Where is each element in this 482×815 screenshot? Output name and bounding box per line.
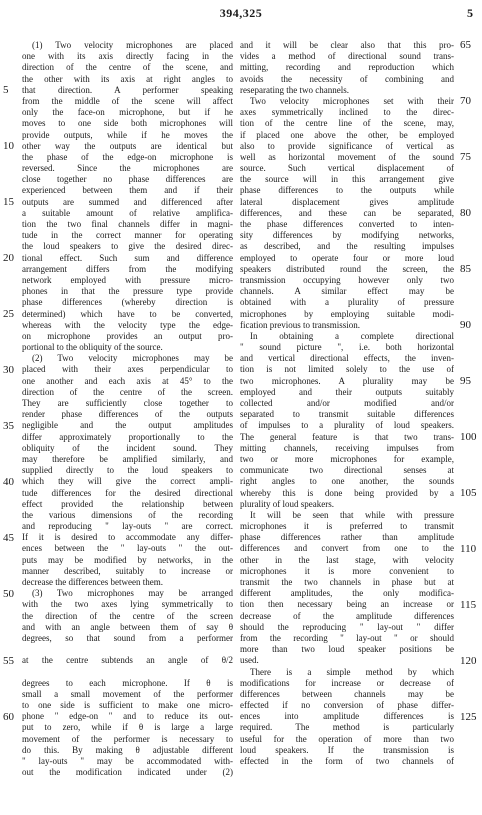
- text-line: reversed. Since the microphones are: [22, 163, 233, 174]
- text-line: There is a simple method by which: [250, 666, 454, 677]
- text-line: modifications for increase or decrease of: [240, 677, 454, 688]
- text-line: used.: [240, 655, 259, 666]
- text-line: reseparating the two channels.: [240, 84, 349, 95]
- text-line: axes symmetrically inclined to the direc-: [240, 107, 454, 118]
- text-line: small a small movement of the performer: [22, 688, 233, 699]
- text-line: and vertical directional effects, the inven-: [240, 353, 454, 364]
- text-line: the direction of the centre of the screen: [22, 610, 233, 621]
- line-number: 35: [3, 419, 14, 432]
- text-line: phones in that the pressure type provide: [22, 286, 233, 297]
- text-line: supplied directly to the loud speakers to: [22, 465, 233, 476]
- text-line: " sound picture ", i.e. both horizontal: [240, 342, 454, 353]
- text-line: vides a method of directional sound trans-: [240, 51, 454, 62]
- line-number: 85: [460, 263, 471, 275]
- text-line: Two velocity microphones set with their: [250, 95, 454, 106]
- page-number: 5: [467, 6, 473, 20]
- text-line: tude in the correct manner for operating: [22, 230, 233, 241]
- text-line: decrease of the amplitude differences: [240, 610, 454, 621]
- right-text-column: [240, 40, 454, 767]
- text-line: ences between the " lay-outs " the out-: [22, 543, 233, 554]
- text-line: tion then necessary being an increase or: [240, 599, 454, 610]
- text-line: microphones by employing suitable modi-: [240, 308, 454, 319]
- text-line: obliquity of the incident sound. They: [22, 442, 233, 453]
- text-line: and with an angle between them of say θ: [22, 621, 233, 632]
- text-line: effected in the form of two channels of: [240, 756, 454, 766]
- text-line: also to provide significance of vertical as: [240, 140, 454, 151]
- text-line: employed and their outputs suitably: [240, 386, 454, 397]
- text-line: degrees, so that sound from a performer: [22, 632, 233, 643]
- text-line: effected if no conversion of phase differ-: [240, 700, 454, 711]
- line-number: 25: [3, 307, 14, 320]
- text-line: which they will give the correct ampli-: [22, 476, 233, 487]
- text-line: one with its axis directly facing in the: [22, 51, 233, 62]
- text-line: two or more microphones for example,: [240, 453, 454, 464]
- line-number: 75: [460, 151, 471, 163]
- text-line: render phase differences of the outputs: [22, 409, 233, 420]
- text-line: outputs are summed and differenced after: [22, 196, 233, 207]
- text-line: moves to one side both microphones will: [22, 118, 233, 129]
- text-line: negligible and the output amplitudes: [22, 420, 233, 431]
- text-line: [22, 667, 233, 678]
- text-line: the phase differences converted to inten-: [240, 219, 454, 229]
- text-line: the other with its axis at right angles to: [22, 73, 233, 84]
- text-line: put to zero, while if θ is large a large: [22, 722, 233, 733]
- line-number: 30: [3, 363, 14, 376]
- text-line: effect provided the relationship between: [22, 498, 233, 509]
- text-line: collected and/or modified and/or: [240, 398, 454, 408]
- text-line: obtained with a plurality of pressure: [240, 297, 454, 308]
- text-line: transmit the two channels in phase but at: [240, 577, 454, 587]
- text-line: that direction. A performer speaking: [22, 84, 233, 95]
- text-line: (3) Two microphones may be arranged: [32, 588, 233, 599]
- text-line: the various dimensions of the recording: [22, 509, 233, 520]
- text-line: employed to operate four or more loud: [240, 252, 454, 263]
- text-line: ences into amplitude differences is: [240, 711, 454, 722]
- text-line: out the modification indicated under (2): [22, 767, 233, 778]
- text-line: In obtaining a complete directional: [250, 330, 454, 341]
- text-line: (1) Two velocity microphones are placed: [32, 40, 233, 50]
- line-number: 80: [460, 207, 471, 219]
- text-line: tion is not limited solely to the use of: [240, 364, 454, 375]
- text-line: provide outputs, while if he moves the: [22, 129, 233, 140]
- text-line: well as horizontal movement of the sound: [240, 151, 454, 162]
- text-line: more than two loud speaker positions be: [240, 644, 454, 655]
- text-line: network employed with pressure micro-: [22, 274, 233, 285]
- text-line: transmission occupying however only two: [240, 274, 454, 285]
- line-number: 105: [460, 487, 477, 499]
- text-line: mitting channels, receiving impulses from: [240, 442, 454, 453]
- text-line: It will be seen that while with pressure: [250, 509, 454, 520]
- text-line: They are sufficiently close together to: [22, 398, 233, 408]
- text-line: of impulses to a plurality of loud speakers.: [240, 420, 454, 431]
- text-line: lateral displacement gives amplitude: [240, 196, 454, 207]
- text-line: different amplitudes, the only modifica-: [240, 588, 454, 599]
- text-line: may therefore be amplified similarly, and: [22, 453, 233, 464]
- text-line: differences, and these can be separated,: [240, 207, 454, 218]
- text-line: at the centre subtends an angle of θ/2: [22, 655, 233, 666]
- text-line: tional effect. Such sum and difference: [22, 252, 233, 263]
- text-line: separated to transmit suitable differences: [240, 409, 454, 420]
- text-line: tion of the centre line of the scene, may,: [240, 118, 454, 129]
- text-line: and reproducing " lay-outs " are correct.: [22, 521, 233, 532]
- text-line: microphones it is preferred to transmit: [240, 521, 454, 532]
- text-line: manner described, suitably to increase or: [22, 565, 233, 576]
- text-line: mitting, recording and reproduction which: [240, 62, 454, 73]
- text-line: experienced between them and if their: [22, 185, 233, 196]
- text-line: microphones it is more convenient to: [240, 565, 454, 576]
- text-line: degrees to each microphone. If θ is: [22, 677, 233, 688]
- line-number: 5: [3, 83, 9, 96]
- text-line: fication previous to transmission.: [240, 319, 360, 330]
- text-line: direction of the centre of the screen.: [22, 386, 233, 397]
- text-line: differences and convert from one to the: [240, 543, 454, 554]
- text-line: phone " edge-on " and to reduce its out-: [22, 711, 233, 722]
- text-line: one another and each axis at 45° to the: [22, 375, 233, 386]
- text-line: portional to the obliquity of the source.: [22, 342, 163, 353]
- line-number: 65: [460, 39, 471, 51]
- text-line: with the two axes lying symmetrically to: [22, 599, 233, 610]
- text-line: from the recording " lay-out " or should: [240, 632, 454, 643]
- text-line: the phase of the edge-on microphone is: [22, 151, 233, 162]
- text-line: other in the last stage, with velocity: [240, 554, 454, 565]
- text-line: channels. A similar effect may be: [240, 286, 454, 297]
- text-line: should the reproducing " lay-out " differ: [240, 621, 454, 632]
- text-line: phase differences to the outputs while: [240, 185, 454, 196]
- text-line: source. Such vertical displacement of: [240, 163, 454, 174]
- text-line: other way the outputs are identical but: [22, 140, 233, 151]
- text-line: from the middle of the scene will affect: [22, 95, 233, 106]
- text-line: direction of the centre of the scene, and: [22, 62, 233, 73]
- text-line: arrangement differs from the modifying: [22, 263, 233, 274]
- text-line: phase differences (whereby direction is: [22, 297, 233, 308]
- text-line: right angles to one another, the sounds: [240, 476, 454, 487]
- text-line: only the face-on microphone, but if he: [22, 107, 233, 118]
- text-line: differ approximately proportionally to the: [22, 431, 233, 442]
- text-line: The general feature is that two trans-: [240, 431, 454, 442]
- text-line: whereas with the velocity type the edge-: [22, 319, 233, 330]
- text-line: puts may be modified by networks, in the: [22, 554, 233, 565]
- line-number: 15: [3, 195, 14, 208]
- line-number: 100: [460, 431, 477, 443]
- text-line: movement of the performer is necessary to: [22, 733, 233, 744]
- page-header: [0, 6, 482, 20]
- text-line: placed with their axes perpendicular to: [22, 364, 233, 375]
- text-line: tion the two final channels differ in magni-: [22, 219, 233, 229]
- text-line: differences between channels may be: [240, 688, 454, 699]
- line-number: 125: [460, 711, 477, 723]
- text-line: phase differences rather than amplitude: [240, 532, 454, 543]
- text-line: loud speakers. If the transmission is: [240, 744, 454, 755]
- text-line: if placed one above the other, be employed: [240, 129, 454, 140]
- text-line: (2) Two velocity microphones may be: [32, 353, 233, 364]
- text-line: determined) which have to be converted,: [22, 308, 233, 319]
- text-line: If it is desired to accommodate any differ-: [22, 532, 233, 543]
- text-line: communicate two directional senses at: [240, 465, 454, 476]
- line-number: 20: [3, 251, 14, 264]
- text-line: on microphone provides an output pro-: [22, 330, 233, 341]
- text-line: the source will in this arrangement give: [240, 174, 454, 185]
- text-line: tude differences for the desired directional: [22, 487, 233, 498]
- line-number: 10: [3, 139, 14, 152]
- line-number: 70: [460, 95, 471, 107]
- line-number: 55: [3, 655, 14, 667]
- text-line: plurality of loud speakers.: [240, 498, 334, 509]
- line-number: 40: [3, 475, 14, 488]
- line-number: 115: [460, 599, 477, 611]
- line-number: 120: [460, 655, 477, 667]
- text-line: close together no phase differences are: [22, 174, 233, 185]
- text-line: to one side is sufficient to make one micro-: [22, 700, 233, 711]
- text-line: useful for the operation of more than two: [240, 733, 454, 744]
- line-number: 60: [3, 711, 14, 723]
- text-line: the loud speakers to give the desired direc-: [22, 241, 233, 252]
- left-text-column: [22, 40, 233, 778]
- text-line: and it will be clear also that this pro-: [240, 40, 454, 50]
- patent-number: 394,325: [219, 6, 263, 20]
- text-line: sity differences by modifying networks,: [240, 230, 454, 241]
- text-line: two microphones. A plurality may be: [240, 375, 454, 386]
- text-line: speakers distributed round the screen, the: [240, 263, 454, 274]
- text-line: avoids the necessity of combining and: [240, 73, 454, 84]
- text-line: decrease the differences between them.: [22, 577, 164, 587]
- line-number: 50: [3, 587, 14, 600]
- text-line: a suitable amount of relative amplifica-: [22, 207, 233, 218]
- text-line: " lay-outs " may be accommodated with-: [22, 756, 233, 766]
- text-line: required. The method is particularly: [240, 722, 454, 733]
- line-number: 110: [460, 543, 477, 555]
- line-number: 90: [460, 319, 471, 331]
- text-line: [22, 644, 233, 655]
- text-line: as described, and the resulting impulses: [240, 241, 454, 252]
- line-number: 95: [460, 375, 471, 387]
- text-line: do this. By making θ adjustable different: [22, 744, 233, 755]
- line-number: 45: [3, 531, 14, 544]
- text-line: whereby this is done being provided by a: [240, 487, 454, 498]
